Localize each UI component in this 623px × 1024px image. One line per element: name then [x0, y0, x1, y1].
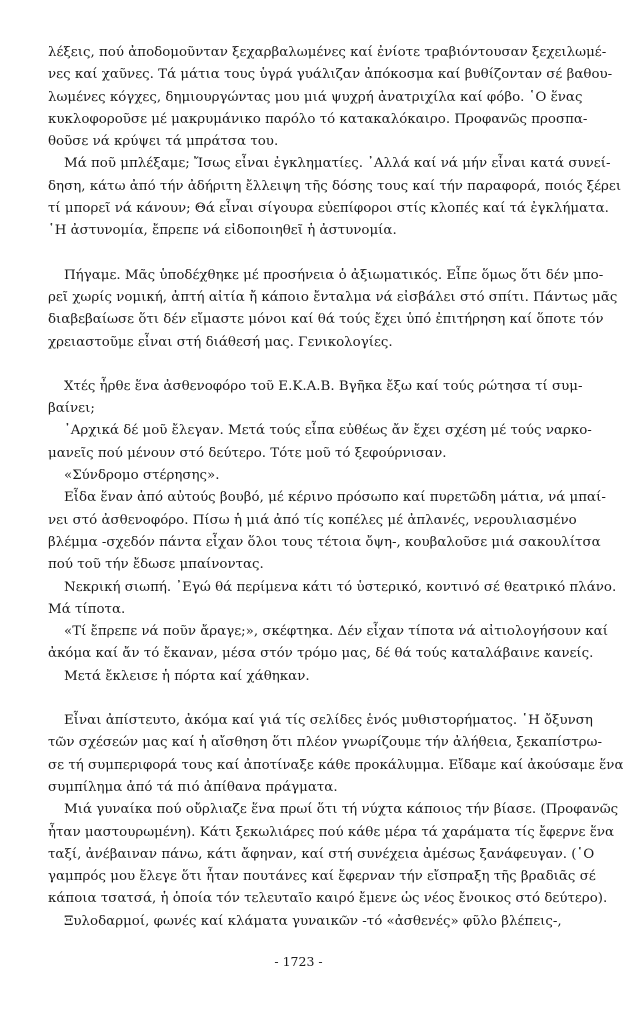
text-line: λέξεις, πού ἀποδομοῦνταν ξεχαρβαλωμένες καί ἐνίοτε τραβιόντουσαν ξεχειλωμέ-: [48, 45, 607, 60]
text-line: «Τί ἔπρεπε νά ποῦν ἄραγε;», σκέφτηκα. Δέν εἶχαν τίποτα νά αἰτιολογήσουν καί: [64, 624, 608, 640]
text-line: λωμένες κόγχες, δημιουργώντας μου μιά ψυχρή ἀνατριχίλα καί φόβο. ῾Ο ἕνας: [48, 89, 583, 105]
paragraph: [48, 420, 592, 465]
text-line: Χτές ἦρθε ἕνα ἀσθενοφόρο τοῦ Ε.Κ.Α.Β. Βγῆκα ἔξω καί τούς ρώτησα τί συμ-: [64, 378, 583, 394]
text-line: «Σύνδρομο στέρησης».: [64, 468, 220, 484]
text-line: ᾿Αρχικά δέ μοῦ ἔλεγαν. Μετά τούς εἶπα εὐθέως ἄν ἔχει σχέση μέ τούς ναρκο-: [64, 423, 592, 439]
paragraph: [48, 265, 618, 354]
text-line: δηση, κάτω ἀπό τήν ἀδήριτη ἔλλειψη τῆς δόσης τους καί τήν παραφορά, ποιός ξέρει: [48, 178, 622, 194]
text-line: Μά τίποτα.: [48, 601, 126, 617]
text-line: Μά ποῦ μπλέξαμε; Ἴσως εἶναι ἐγκληματίες. ᾿Αλλά καί νά μήν εἶναι κατά συνεί-: [64, 156, 611, 172]
text-line: συμπίλημα ἀπό τά πιό ἀπίθανα πράγματα.: [48, 779, 338, 795]
text-line: ρεῖ χωρίς νομική, ἀπτή αἰτία ἤ κάποιο ἔνταλμα νά εἰσβάλει στό σπίτι. Πάντως μᾶς: [48, 289, 618, 305]
text-line: κάποια τσατσά, ἡ ὁποία τόν τελευταῖο καιρό ἔμενε ὡς νέος ἔνοικος στό δεύτερο).: [48, 891, 608, 907]
text-line: πού τοῦ τήν ἔδωσε μπαίνοντας.: [48, 557, 264, 573]
page-number: - 1723 -: [274, 954, 323, 969]
text-line: βλέμμα -σχεδόν πάντα εἶχαν ὅλοι τους τέτοια ὄψη-, κουβαλοῦσε μιά σακουλίτσα: [48, 534, 601, 550]
text-line: τῶν σχέσεών μας καί ἡ αἴσθηση ὅτι πλέον γνωρίζουμε τήν ἀλήθεια, ξεκαπίστρω-: [48, 735, 602, 751]
text-line: Νεκρική σιωπή. ᾿Εγώ θά περίμενα κάτι τό ὑστερικό, κοντινό σέ θεατρικό πλάνο.: [64, 579, 617, 595]
text-line: Πήγαμε. Μᾶς ὑποδέχθηκε μέ προσήνεια ὁ ἀξιωματικός. Εἶπε ὅμως ὅτι δέν μπο-: [64, 267, 604, 283]
text-line: σε τή συμπεριφορά τους καί ἀποτίναξε κάθε προκάλυμμα. Εἴδαμε καί ἀκούσαμε ἕνα: [48, 757, 623, 773]
paragraph: [48, 799, 619, 910]
text-line: ῾Η ἀστυνομία, ἔπρεπε νά εἰδοποιηθεῖ ἡ ἀστυνομία.: [48, 223, 397, 239]
paragraph: [48, 666, 551, 688]
text-line: νει στό ἀσθενοφόρο. Πίσω ἡ μιά ἀπό τίς κοπέλες μέ ἀπλανές, νερουλιασμένο: [48, 512, 577, 528]
paragraph: [48, 465, 551, 487]
paragraph: [48, 710, 623, 799]
section-gap: [48, 688, 551, 710]
text-line: κυκλοφοροῦσε μέ μακρυμάνικο παρόλο τό κατακαλόκαιρο. Προφανῶς προσπα-: [48, 111, 588, 127]
paragraph: [48, 911, 562, 933]
text-line: βαίνει;: [48, 401, 95, 417]
text-line: Μιά γυναίκα πού οὔρλιαζε ἕνα πρωί ὅτι τή νύχτα κάποιος τήν βίασε. (Προφανῶς: [64, 802, 619, 818]
text-line: μανεῖς πού μένουν στό δεύτερο. Τότε μοῦ τό ξεφούρνισαν.: [48, 445, 447, 461]
text-line: ἦταν μαστουρωμένη). Κάτι ξεκωλιάρες πού κάθε μέρα τά χαράματα τίς ἔφερνε ἕνα: [48, 824, 615, 840]
paragraph: [48, 577, 617, 622]
text-line: διαβεβαίωσε ὅτι δέν εἴμαστε μόνοι καί θά τούς ἔχει ὑπό ἐπιτήρηση καί ὅποτε τόν: [48, 312, 604, 328]
text-line: ταξί, ἀνέβαιναν πάνω, κάτι ἄφηναν, καί στή συνέχεια ἀμέσως ξανάφευγαν. (῾Ο: [48, 846, 595, 862]
paragraph: [48, 376, 583, 421]
text-line: χρειαστοῦμε εἶναι στή διάθεσή μας. Γενικολογίες.: [48, 334, 393, 350]
paragraph: [48, 621, 608, 666]
text-line: ἀκόμα καί ἄν τό ἔκαναν, μέσα στόν τρόμο μας, δέ θά τούς καταλάβαινε κανείς.: [48, 646, 594, 662]
section-gap: [48, 354, 551, 376]
text-line: Ξυλοδαρμοί, φωνές καί κλάματα γυναικῶν -τό «ἀσθενές» φῦλο βλέπεις-,: [64, 913, 562, 929]
text-line: γαμπρός μου ἔλεγε ὅτι ἦταν πουτάνες καί ἔφερναν τήν εἴσπραξη τῆς βραδιᾶς σέ: [48, 869, 596, 885]
body-text: [48, 42, 623, 933]
paragraph: [48, 153, 622, 242]
text-line: τί μπορεῖ νά κάνουν; Θά εἶναι σίγουρα εὐεπίφοροι στίς κλοπές καί τά ἐγκλήματα.: [48, 201, 609, 217]
text-line: Μετά ἔκλεισε ἡ πόρτα καί χάθηκαν.: [64, 668, 310, 684]
text-line: Εἶναι ἀπίστευτο, ἀκόμα καί γιά τίς σελίδες ἑνός μυθιστορήματος. ῾Η ὄξυνση: [64, 713, 593, 729]
section-gap: [48, 243, 551, 265]
paragraph: [48, 487, 606, 576]
text-line: νες καί χαῦνες. Τά μάτια τους ὑγρά γυάλιζαν ἀπόκοσμα καί βυθίζονταν σέ βαθου-: [48, 67, 613, 83]
text-line: Εἶδα ἕναν ἀπό αὐτούς βουβό, μέ κέρινο πρόσωπο καί πυρετῶδη μάτια, νά μπαί-: [64, 490, 606, 506]
text-line: θοῦσε νά κρύψει τά μπράτσα του.: [48, 134, 279, 150]
paragraph: [48, 42, 613, 153]
